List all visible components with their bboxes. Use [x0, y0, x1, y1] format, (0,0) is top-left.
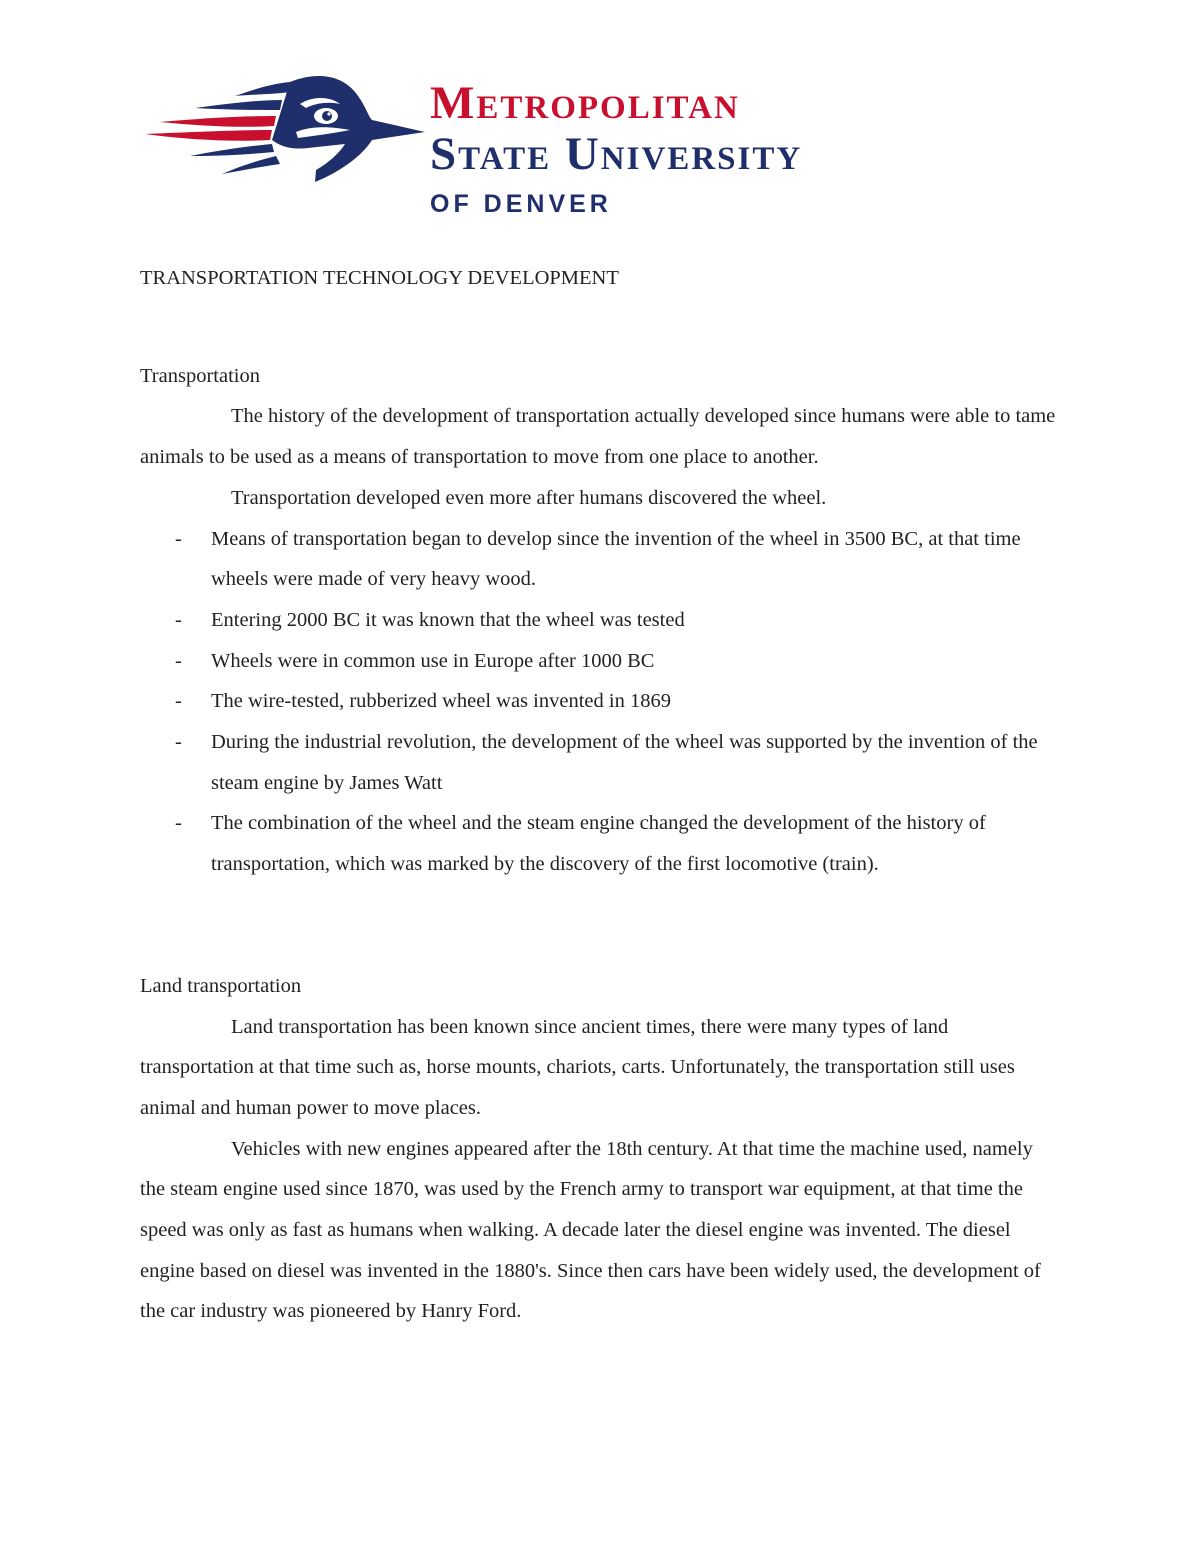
roadrunner-icon [140, 70, 425, 190]
paragraph: Land transportation has been known since ancient times, there were many types of land transportation at that time such as, horse mounts, chariots, carts. Unfortunately, the transportation still uses animal and human power to move places. [140, 1015, 1015, 1119]
section-transportation [140, 356, 1060, 885]
list-item [140, 803, 1060, 884]
list-item-text: Wheels were in common use in Europe after 1000 BC [211, 649, 655, 672]
bullet-list [140, 519, 1060, 885]
dash-marker: - [175, 608, 182, 631]
spacer [140, 885, 1060, 966]
section-land-transportation [140, 966, 1060, 1332]
document-title: TRANSPORTATION TECHNOLOGY DEVELOPMENT [140, 267, 619, 289]
university-wordmark [430, 77, 803, 218]
list-item-text: During the industrial revolution, the development of the wheel was supported by the invention of the steam engine by James Watt [211, 731, 1038, 794]
list-item-text: The combination of the wheel and the steam engine changed the development of the history of transportation, which was marked by the discovery of the first locomotive (train). [211, 812, 986, 876]
dash-marker: - [175, 731, 182, 754]
wordmark-line-1: Metropolitan [430, 77, 740, 129]
section-heading: Transportation [140, 364, 260, 387]
dash-marker: - [175, 527, 182, 550]
spacer [140, 299, 1060, 356]
dash-marker: - [175, 649, 182, 672]
paragraph: Vehicles with new engines appeared after the 18th century. At that time the machine used, namely the steam engine used since 1870, was used by the French army to transport war equipment, at that time the speed was only as fast as humans when walking. A decade later the diesel engine was invented. The diesel engine based on diesel was invented in the 1880's. Since then cars have been widely used, the development of the car industry was pioneered by Hanry Ford. [140, 1137, 1041, 1323]
section-heading: Land transportation [140, 974, 302, 997]
wordmark-line-2: State University [430, 128, 803, 180]
list-item-text: The wire-tested, rubberized wheel was invented in 1869 [211, 690, 671, 713]
list-item [140, 519, 1060, 600]
university-logo [140, 70, 900, 220]
wordmark-line-3: OF DENVER [430, 190, 612, 218]
list-item [140, 681, 1060, 722]
list-item [140, 722, 1060, 803]
dash-marker: - [175, 812, 182, 835]
paragraph: Transportation developed even more after humans discovered the wheel. [231, 486, 827, 509]
list-item-text: Means of transportation began to develop since the invention of the wheel in 3500 BC, at that time wheels were made of very heavy wood. [211, 527, 1021, 591]
paragraph: The history of the development of transportation actually developed since humans were able to tame animals to be used as a means of transportation to move from one place to another. [140, 405, 1056, 469]
document-body [140, 258, 1060, 1332]
list-item [140, 641, 1060, 682]
list-item-text: Entering 2000 BC it was known that the wheel was tested [211, 608, 685, 631]
list-item [140, 600, 1060, 641]
dash-marker: - [175, 690, 182, 713]
